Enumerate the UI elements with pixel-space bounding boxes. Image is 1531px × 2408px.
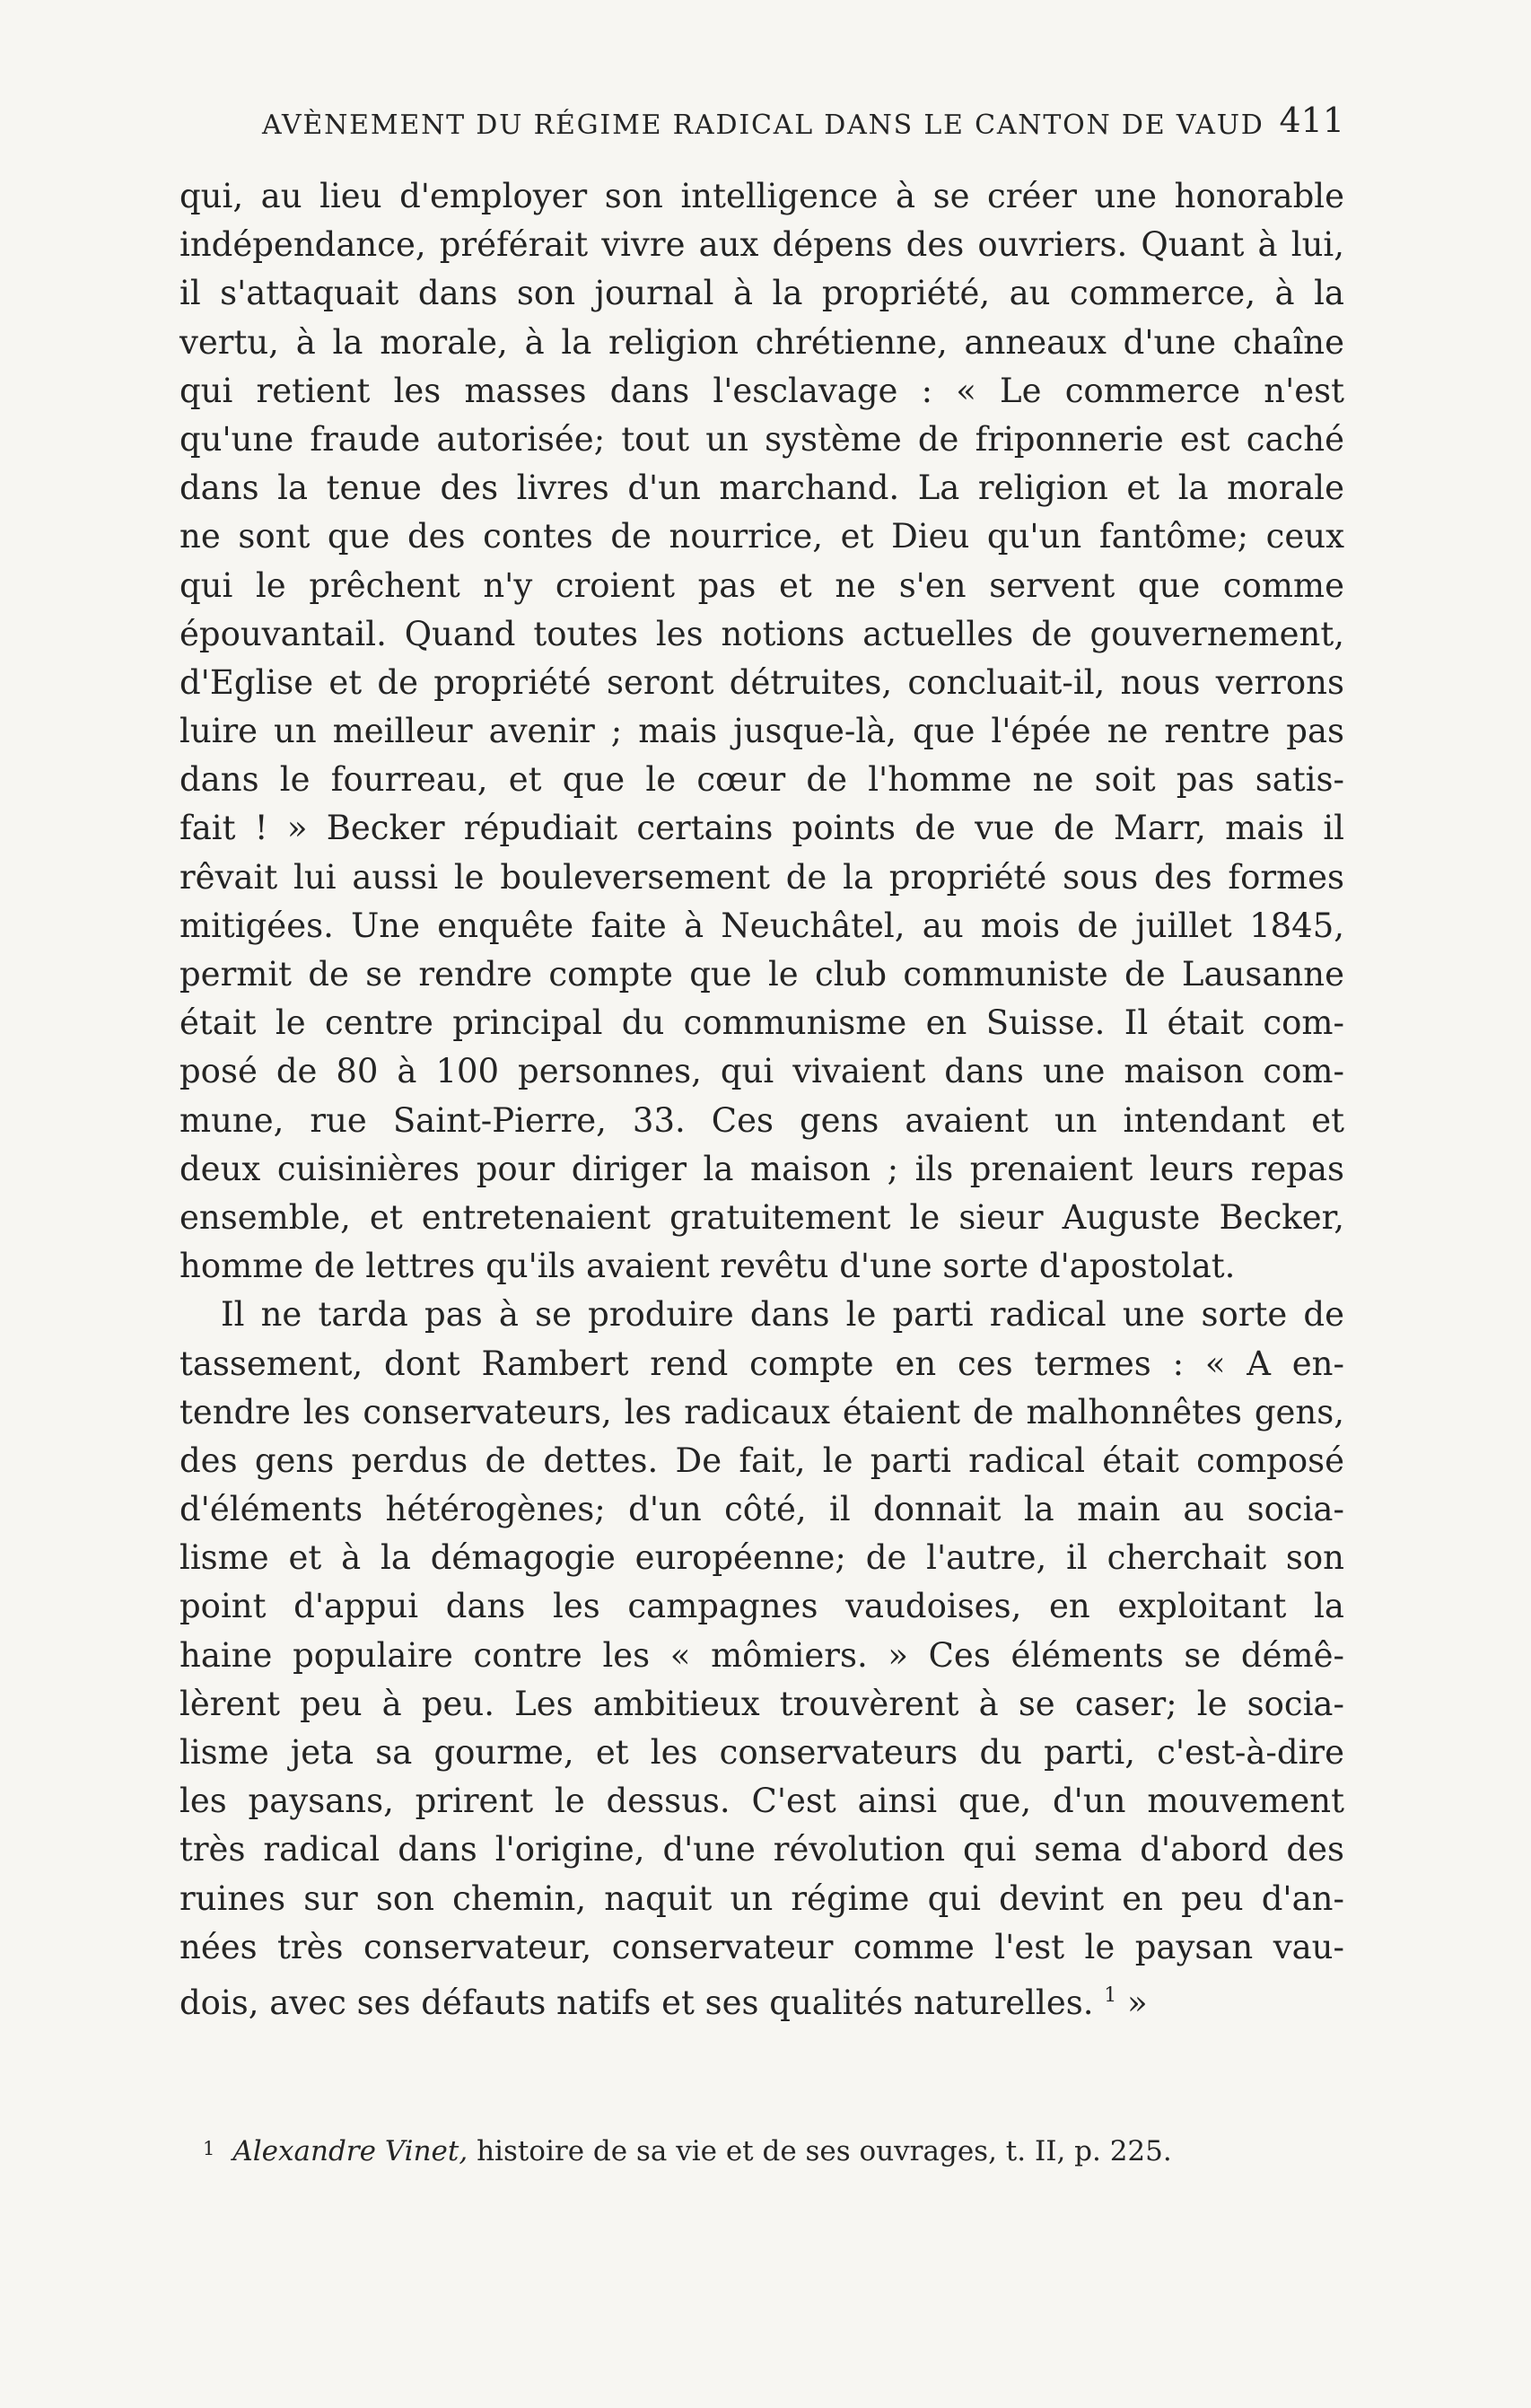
footnote-author: Alexandre Vinet, (232, 2135, 468, 2167)
text-line: deux cuisinières pour diriger la maison ; ils prenaient leurs repas (179, 1149, 1344, 1188)
text-line: Il ne tarda pas à se produire dans le parti radical une sorte de (221, 1295, 1344, 1335)
text-line: indépendance, préférait vivre aux dépens des ouvriers. Quant à lui, (179, 225, 1344, 265)
text-line: haine populaire contre les « mômiers. » Ces éléments se démê- (179, 1635, 1344, 1675)
text-line: ensemble, et entretenaient gratuitement le sieur Auguste Becker, (179, 1197, 1344, 1237)
page-number: 411 (1279, 101, 1344, 140)
text-line: des gens perdus de dettes. De fait, le parti radical était composé (179, 1440, 1344, 1480)
text-line: point d'appui dans les campagnes vaudoises, en exploitant la (179, 1587, 1344, 1626)
text-line: mitigées. Une enquête faite à Neuchâtel, au mois de juillet 1845, (179, 906, 1344, 945)
text-line: d'Eglise et de propriété seront détruites, concluait-il, nous verrons (179, 662, 1344, 702)
text-line: tassement, dont Rambert rend compte en ces termes : « A en- (179, 1344, 1344, 1383)
text-line: lèrent peu à peu. Les ambitieux trouvèrent à se caser; le socia- (179, 1684, 1344, 1723)
text-line: très radical dans l'origine, d'une révolution qui sema d'abord des (179, 1830, 1344, 1869)
text-line: ne sont que des contes de nourrice, et Dieu qu'un fantôme; ceux (179, 517, 1344, 556)
text-line: épouvantail. Quand toutes les notions actuelles de gouvernement, (179, 614, 1344, 653)
text-line: fait ! » Becker répudiait certains points de vue de Marr, mais il (179, 809, 1344, 848)
text-line: lisme et à la démagogie européenne; de l'autre, il cherchait son (179, 1538, 1344, 1578)
body-text (179, 172, 1344, 2020)
text-line: qui, au lieu d'employer son intelligence à se créer une honorable (179, 177, 1344, 215)
footnote-mark: 1 (203, 2138, 215, 2159)
text-line: vertu, à la morale, à la religion chrétienne, anneaux d'une chaîne (179, 322, 1344, 362)
text-line: nées très conservateur, conservateur comme l'est le paysan vau- (179, 1927, 1344, 1966)
page-header (179, 101, 1344, 151)
text-line: était le centre principal du communisme en Suisse. Il était com- (179, 1003, 1344, 1043)
text-line: homme de lettres qu'ils avaient revêtu d'une sorte d'apostolat. (179, 1247, 1236, 1286)
text-line: il s'attaquait dans son journal à la propriété, au commerce, à la (179, 274, 1344, 313)
text-line: qui retient les masses dans l'esclavage : « Le commerce n'est (179, 371, 1344, 410)
footnote-reference[interactable]: 1 (1104, 1983, 1117, 2007)
footnote (203, 2131, 1262, 2169)
text-line: mune, rue Saint-Pierre, 33. Ces gens avaient un intendant et (179, 1100, 1344, 1140)
text-line: permit de se rendre compte que le club communiste de Lausanne (179, 955, 1344, 994)
text-line-final (179, 1972, 1344, 2020)
text-line: posé de 80 à 100 personnes, qui vivaient dans une maison com- (179, 1052, 1344, 1091)
footnote-text: histoire de sa vie et de ses ouvrages, t. II, p. 225. (477, 2135, 1172, 2167)
text-line: dans le fourreau, et que le cœur de l'homme ne soit pas satis- (179, 760, 1344, 800)
text-line: tendre les conservateurs, les radicaux étaient de malhonnêtes gens, (179, 1392, 1344, 1432)
text-line: lisme jeta sa gourme, et les conservateurs du parti, c'est-à-dire (179, 1733, 1344, 1772)
text-line: d'éléments hétérogènes; d'un côté, il donnait la main au socia- (179, 1490, 1344, 1529)
text-line: les paysans, prirent le dessus. C'est ainsi que, d'un mouvement (179, 1782, 1344, 1821)
text-line: qu'une fraude autorisée; tout un système de friponnerie est caché (179, 419, 1344, 459)
text-line-final-content: dois, avec ses défauts natifs et ses qualités naturelles. (179, 1983, 1094, 2022)
text-line: ruines sur son chemin, naquit un régime qui devint en peu d'an- (179, 1878, 1344, 1918)
text-line: luire un meilleur avenir ; mais jusque-là, que l'épée ne rentre pas (179, 712, 1344, 751)
text-line: qui le prêchent n'y croient pas et ne s'en servent que comme (179, 565, 1344, 605)
running-title: AVÈNEMENT DU RÉGIME RADICAL DANS LE CANTON DE VAUD (262, 109, 1264, 141)
closing-quote: » (1127, 1983, 1148, 2022)
text-line: dans la tenue des livres d'un marchand. La religion et la morale (179, 468, 1344, 508)
text-line: rêvait lui aussi le bouleversement de la propriété sous des formes (179, 857, 1344, 897)
